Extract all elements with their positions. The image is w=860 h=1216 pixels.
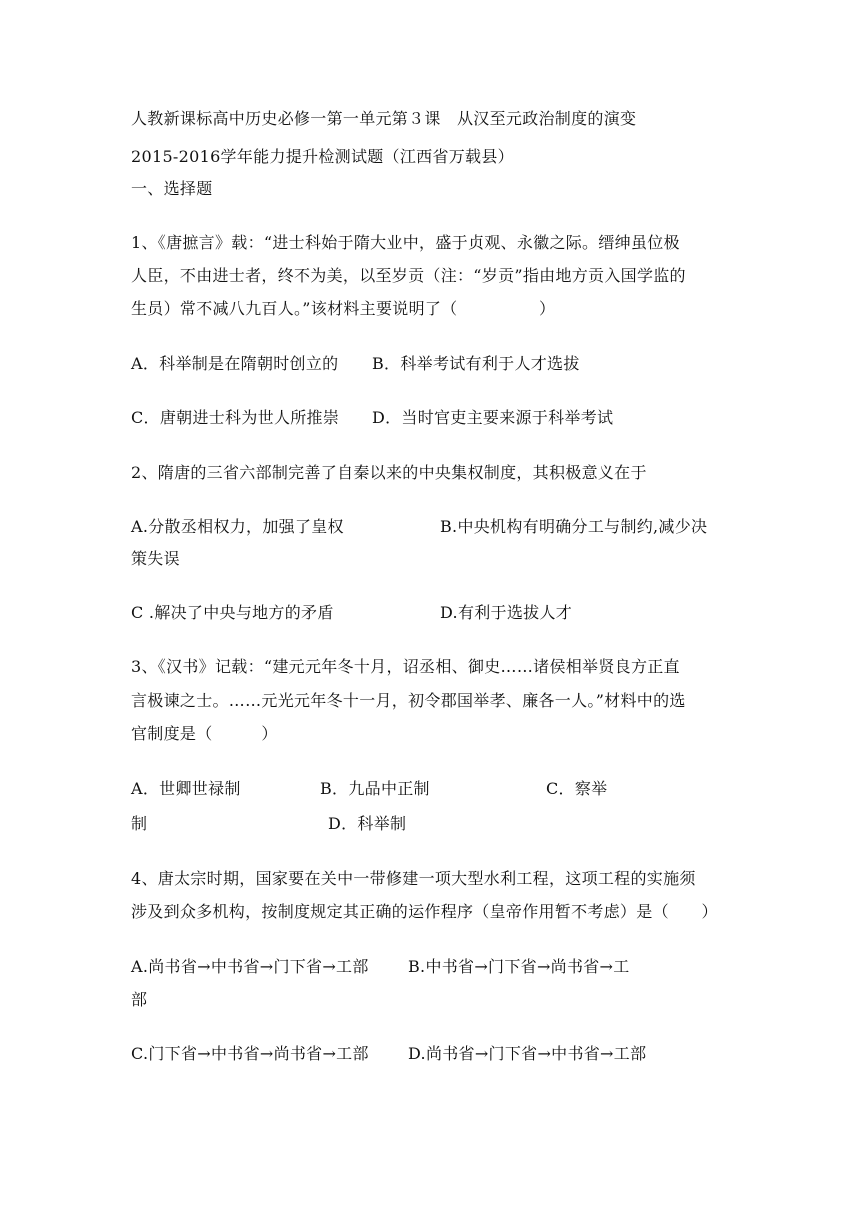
question-2-option-d: D.有利于选拔人才 (440, 603, 573, 622)
question-3-stem-line-2: 言极谏之士。……元光元年冬十一月，初令郡国举孝、廉各一人。”材料中的选 (131, 691, 686, 710)
question-1-stem-line-2: 人臣，不由进士者，终不为美，以至岁贡（注：“岁贡”指由地方贡入国学监的 (131, 266, 686, 285)
question-4-stem-line-2: 涉及到众多机构，按制度规定其正确的运作程序（皇帝作用暂不考虑）是（ ） (131, 902, 718, 921)
question-4-option-c: C.门下省→中书省→尚书省→工部 (131, 1044, 369, 1063)
document-title-line-2: 2015-2016学年能力提升检测试题（江西省万载县） (131, 147, 514, 166)
question-2-option-c: C .解决了中央与地方的矛盾 (131, 603, 334, 622)
document-title-line-1: 人教新课标高中历史必修一第一单元第３课 从汉至元政治制度的演变 (131, 109, 637, 128)
question-4-option-b: B.中书省→门下省→尚书省→工 (408, 957, 630, 976)
question-4-option-b-continued: 部 (131, 990, 148, 1009)
question-3-stem-line-1: 3、《汉书》记载：“建元元年冬十月，诏丞相、御史……诸侯相举贤良方正直 (131, 657, 680, 676)
question-3-option-c-continued: 制 (131, 814, 148, 833)
question-3-option-a: A．世卿世禄制 (131, 779, 241, 798)
question-4-option-a: A.尚书省→中书省→门下省→工部 (131, 957, 369, 976)
question-2-option-a: A.分散丞相权力，加强了皇权 (131, 517, 344, 536)
question-1-stem-line-1: 1、《唐摭言》载：“进士科始于隋大业中，盛于贞观、永徽之际。缙绅虽位极 (131, 233, 680, 252)
question-3-stem-line-3: 官制度是（ ） (131, 724, 278, 743)
question-4-option-d: D.尚书省→门下省→中书省→工部 (408, 1044, 647, 1063)
question-1-option-d: D．当时官吏主要来源于科举考试 (372, 408, 614, 427)
question-2-option-b: B.中央机构有明确分工与制约,减少决 (440, 517, 708, 536)
question-3-option-c: C．察举 (546, 779, 608, 798)
question-4-stem-line-1: 4、唐太宗时期，国家要在关中一带修建一项大型水利工程，这项工程的实施须 (131, 869, 696, 888)
question-3-option-d: D．科举制 (328, 814, 407, 833)
question-3-option-b: B．九品中正制 (320, 779, 430, 798)
question-2-option-b-continued: 策失误 (131, 549, 180, 568)
section-heading: 一、选择题 (131, 179, 213, 198)
question-1-option-a: A．科举制是在隋朝时创立的 (131, 354, 339, 373)
question-1-stem-line-3: 生员）常不减八九百人。”该材料主要说明了（ ） (131, 299, 556, 318)
question-1-option-c: C．唐朝进士科为世人所推崇 (131, 408, 340, 427)
question-2-stem-line-1: 2、隋唐的三省六部制完善了自秦以来的中央集权制度，其积极意义在于 (131, 463, 647, 482)
question-1-option-b: B．科举考试有利于人才选拔 (372, 354, 580, 373)
